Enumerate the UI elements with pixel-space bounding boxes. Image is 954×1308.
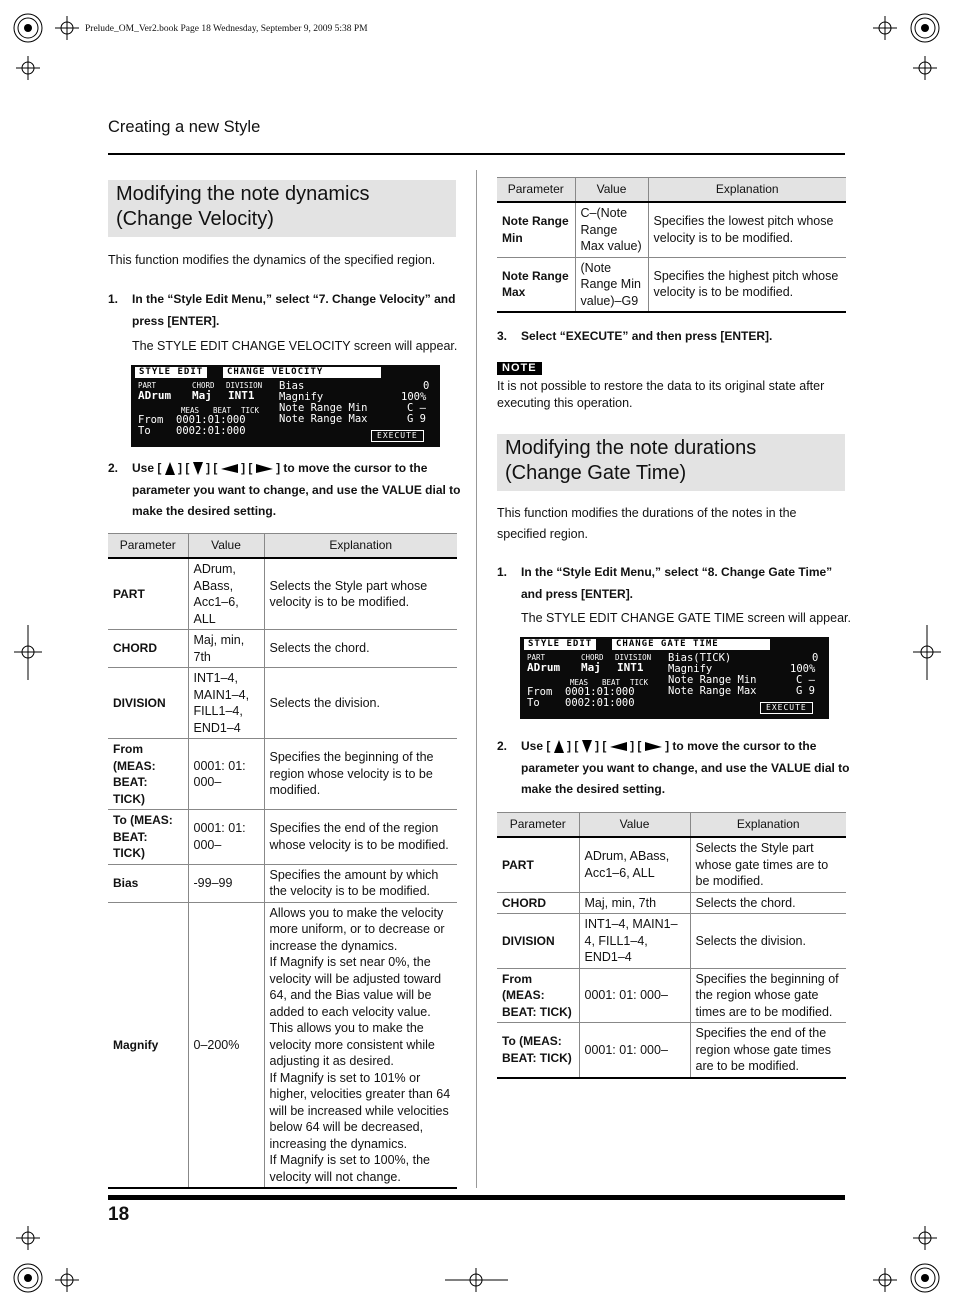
- value-cell: C–(Note Range Max value): [575, 202, 648, 257]
- printer-slug: Prelude_OM_Ver2.book Page 18 Wednesday, September 9, 2009 5:38 PM: [85, 24, 368, 34]
- cursor-right-icon: [256, 464, 273, 473]
- table-row: [497, 837, 846, 892]
- table-row: [108, 630, 457, 668]
- running-header: Creating a new Style: [108, 118, 261, 136]
- explanation-cell: Selects the division.: [264, 668, 457, 739]
- explanation-cell: Specifies the amount by which the velocity is to be modified.: [264, 864, 457, 902]
- cursor-right-icon: [645, 742, 662, 751]
- explanation-cell: Selects the Style part whose velocity is to be modified.: [264, 558, 457, 630]
- header-rule: [108, 153, 845, 155]
- table-row: [108, 558, 457, 630]
- value-cell: 0001: 01: 000–: [579, 1023, 690, 1078]
- explanation-cell: Selects the division.: [690, 914, 846, 969]
- value-cell: INT1–4, MAIN1–4, FILL1–4, END1–4: [188, 668, 264, 739]
- cursor-left-icon: [221, 464, 238, 473]
- param-cell: To (MEAS: BEAT: TICK): [108, 810, 188, 865]
- step-3-velocity: 3. Select “EXECUTE” and then press [ENTER].: [497, 329, 773, 343]
- explanation-cell: Specifies the beginning of the region whose gate times are to be modified.: [690, 968, 846, 1023]
- lcd-change-gate-time: STYLE EDIT CHANGE GATE TIME PART CHORD DIVISION ADrum Maj INT1 MEAS BEAT TICK From 0001:01:000 To 0002:01:000 Bias(TICK) 0 Magnify 100% Note Range Min C – Note Range Max G 9 EXECUTE: [520, 637, 829, 719]
- step-1-velocity-result: The STYLE EDIT CHANGE VELOCITY screen will appear.: [132, 339, 458, 353]
- lcd-execute-button: EXECUTE: [760, 702, 813, 714]
- explanation-cell: Specifies the end of the region whose velocity is to be modified.: [264, 810, 457, 865]
- note-box: [497, 358, 842, 412]
- column-divider: [476, 170, 477, 1188]
- lcd-tab-style-edit: STYLE EDIT: [524, 639, 596, 650]
- step-2-velocity: 2. Use [ ] [ ] [ ] [ ] to move the cursor to the parameter you want to change, and use the VALUE dial to make the desired setting.: [108, 461, 461, 518]
- lcd-change-velocity: STYLE EDIT CHANGE VELOCITY PART CHORD DIVISION ADrum Maj INT1 MEAS BEAT TICK From 0001:01:000 To 0002:01:000 Bias 0 Magnify 100% Note Range Min C – Note Range Max G 9 EXECUTE: [131, 365, 440, 447]
- param-cell: Magnify: [108, 902, 188, 1188]
- param-cell: PART: [497, 837, 579, 892]
- value-cell: ADrum, ABass, Acc1–6, ALL: [579, 837, 690, 892]
- value-cell: 0–200%: [188, 902, 264, 1188]
- explanation-cell: Selects the chord.: [690, 892, 846, 914]
- value-cell: ADrum, ABass, Acc1–6, ALL: [188, 558, 264, 630]
- table-row: [497, 968, 846, 1023]
- explanation-cell: Selects the chord.: [264, 630, 457, 668]
- value-cell: Maj, min, 7th: [188, 630, 264, 668]
- param-cell: From (MEAS: BEAT: TICK): [108, 739, 188, 810]
- col-header-explanation: Explanation: [648, 178, 846, 203]
- footer-rule: [108, 1195, 845, 1200]
- col-header-parameter: Parameter: [497, 813, 579, 838]
- param-cell: DIVISION: [497, 914, 579, 969]
- table-row: [108, 864, 457, 902]
- table-row: [497, 257, 846, 312]
- table-row: [108, 810, 457, 865]
- col-header-parameter: Parameter: [108, 534, 188, 559]
- param-cell: CHORD: [497, 892, 579, 914]
- explanation-cell: Specifies the end of the region whose gate times are to be modified.: [690, 1023, 846, 1078]
- note-badge: NOTE: [497, 362, 542, 375]
- cursor-down-icon: [193, 462, 203, 475]
- explanation-cell: Specifies the lowest pitch whose velocity is to be modified.: [648, 202, 846, 257]
- page-number: 18: [108, 1204, 130, 1225]
- step-1-velocity: 1. In the “Style Edit Menu,” select “7. Change Velocity” and press [ENTER].: [108, 292, 456, 328]
- table-row: [108, 739, 457, 810]
- velocity-parameter-table: [108, 533, 457, 1189]
- explanation-cell: Allows you to make the velocity more uniform, or to decrease or increase the dynamics. If Magnify is set near 0%, the velocity will be adjusted toward 64, and the Bias value will be added to each velocity value. This allows you to make the velocity more consistent while adjusting it as desired. If Magnify is set to 101% or higher, velocities greater than 64 will be increased while velocities below 64 will be decreased, increasing the dynamics. If Magnify is set to 100%, the velocity will not change.: [264, 902, 457, 1188]
- value-cell: 0001: 01: 000–: [188, 739, 264, 810]
- table-row: [497, 892, 846, 914]
- param-cell: CHORD: [108, 630, 188, 668]
- note-text: It is not possible to restore the data to its original state after executing this operation.: [497, 379, 825, 410]
- param-cell: Bias: [108, 864, 188, 902]
- value-cell: -99–99: [188, 864, 264, 902]
- table-row: [497, 1023, 846, 1078]
- section-title-velocity: Modifying the note dynamics (Change Velocity): [108, 180, 456, 237]
- col-header-parameter: Parameter: [497, 178, 575, 203]
- col-header-value: Value: [579, 813, 690, 838]
- param-cell: DIVISION: [108, 668, 188, 739]
- explanation-cell: Selects the Style part whose gate times are to be modified.: [690, 837, 846, 892]
- cursor-up-icon: [165, 462, 175, 475]
- intro-velocity: This function modifies the dynamics of the specified region.: [108, 253, 436, 267]
- section-title-gate-time: Modifying the note durations (Change Gate Time): [497, 434, 845, 491]
- lcd-tab-title: CHANGE GATE TIME: [612, 639, 770, 650]
- param-cell: To (MEAS: BEAT: TICK): [497, 1023, 579, 1078]
- col-header-value: Value: [188, 534, 264, 559]
- param-cell: From (MEAS: BEAT: TICK): [497, 968, 579, 1023]
- table-row: [497, 202, 846, 257]
- step-1-gate-time: 1. In the “Style Edit Menu,” select “8. Change Gate Time” and press [ENTER].: [497, 565, 833, 601]
- cursor-up-icon: [554, 740, 564, 753]
- value-cell: Maj, min, 7th: [579, 892, 690, 914]
- gate-time-parameter-table: [497, 812, 846, 1079]
- value-cell: 0001: 01: 000–: [188, 810, 264, 865]
- intro-gate-time: This function modifies the durations of the notes in the specified region.: [497, 506, 797, 541]
- param-cell: Note Range Min: [497, 202, 575, 257]
- cursor-left-icon: [610, 742, 627, 751]
- value-cell: INT1–4, MAIN1–4, FILL1–4, END1–4: [579, 914, 690, 969]
- lcd-tab-style-edit: STYLE EDIT: [135, 367, 207, 378]
- table-row: [497, 914, 846, 969]
- lcd-execute-button: EXECUTE: [371, 430, 424, 442]
- explanation-cell: Specifies the highest pitch whose velocity is to be modified.: [648, 257, 846, 312]
- lcd-tab-title: CHANGE VELOCITY: [223, 367, 381, 378]
- step-1-gate-time-result: The STYLE EDIT CHANGE GATE TIME screen will appear.: [521, 611, 851, 625]
- table-row: [108, 668, 457, 739]
- value-cell: 0001: 01: 000–: [579, 968, 690, 1023]
- col-header-value: Value: [575, 178, 648, 203]
- col-header-explanation: Explanation: [264, 534, 457, 559]
- param-cell: PART: [108, 558, 188, 630]
- value-cell: (Note Range Min value)–G9: [575, 257, 648, 312]
- cursor-down-icon: [582, 740, 592, 753]
- table-row: [108, 902, 457, 1188]
- param-cell: Note Range Max: [497, 257, 575, 312]
- step-2-gate-time: 2. Use [ ] [ ] [ ] [ ] to move the cursor to the parameter you want to change, and use the VALUE dial to make the desired setting.: [497, 739, 850, 796]
- col-header-explanation: Explanation: [690, 813, 846, 838]
- explanation-cell: Specifies the beginning of the region whose velocity is to be modified.: [264, 739, 457, 810]
- velocity-range-table: [497, 177, 846, 313]
